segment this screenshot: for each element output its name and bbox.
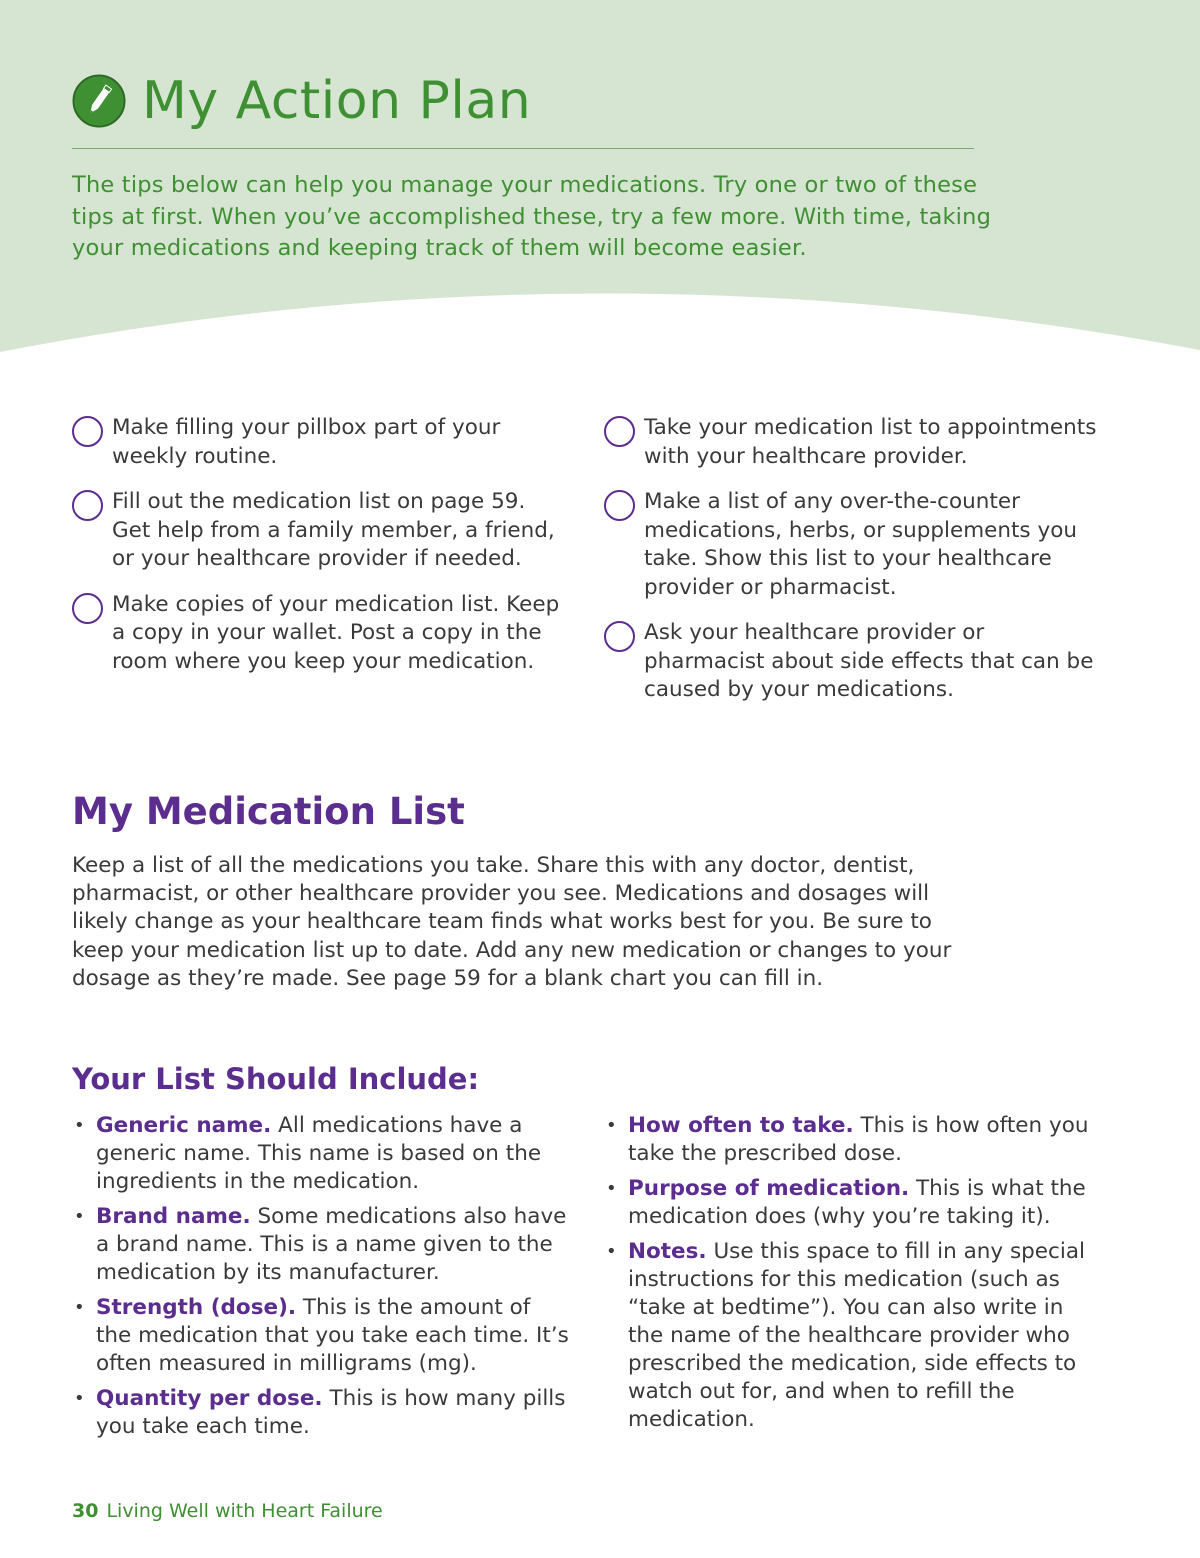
tip-text: Take your medication list to appointments with your healthcare provider. xyxy=(644,415,1097,469)
checkbox-circle[interactable] xyxy=(604,621,635,652)
bullet-term: Purpose of medication. xyxy=(628,1176,910,1201)
bullet-text: This is how often you take the prescribed dose. xyxy=(628,1113,1089,1166)
bullet-list-left xyxy=(72,1112,572,1448)
book-title: Living Well with Heart Failure xyxy=(106,1500,383,1522)
subsection-title: Your List Should Include: xyxy=(72,1062,480,1096)
bullet-text: This is how many pills you take each time. xyxy=(96,1386,566,1439)
bullet-item xyxy=(604,1112,1104,1168)
bullet-term: Brand name. xyxy=(96,1204,251,1229)
bullet-term: Quantity per dose. xyxy=(96,1386,323,1411)
bullet-item xyxy=(72,1203,572,1287)
page-number: 30 xyxy=(72,1500,99,1522)
tip-item xyxy=(72,488,562,574)
bullet-dot: • xyxy=(606,1178,617,1199)
bullet-term: Strength (dose). xyxy=(96,1295,297,1320)
title-divider xyxy=(72,148,974,149)
checkbox-circle[interactable] xyxy=(72,416,103,447)
intro-text: The tips below can help you manage your medications. Try one or two of these tips at first. When you’ve accomplished these, try a few more. With time, taking your medications and keeping track of them will become easier. xyxy=(72,172,992,261)
tip-text: Make a list of any over-the-counter medications, herbs, or supplements you take. Show this list to your healthcare provider or pharmacist. xyxy=(644,489,1077,600)
bullet-dot: • xyxy=(606,1115,617,1136)
tip-item xyxy=(72,591,562,677)
section-title: My Medication List xyxy=(72,790,465,833)
tips-column-left xyxy=(72,414,562,693)
page-footer xyxy=(72,1500,383,1522)
bullet-dot: • xyxy=(606,1241,617,1262)
bullet-list-right xyxy=(604,1112,1104,1441)
bullet-text: Some medications also have a brand name. This is a name given to the medication by its manufacturer. xyxy=(96,1204,567,1285)
bullet-dot: • xyxy=(74,1206,85,1227)
section-body: Keep a list of all the medications you take. Share this with any doctor, dentist, pharmacist, or other healthcare provider you see. Medications and dosages will likely change as your healthcare team finds what works best for you. Be sure to keep your medication list up to date. Add any new medication or changes to your dosage as they’re made. See page 59 for a blank chart you can fill in. xyxy=(72,853,952,991)
bullet-dot: • xyxy=(74,1297,85,1318)
checkbox-circle[interactable] xyxy=(604,490,635,521)
tip-text: Fill out the medication list on page 59. Get help from a family member, a friend, or your healthcare provider if needed. xyxy=(112,489,555,571)
bullet-term: How often to take. xyxy=(628,1113,854,1138)
bullet-dot: • xyxy=(74,1388,85,1409)
bullet-text: All medications have a generic name. This name is based on the ingredients in the medication. xyxy=(96,1113,542,1194)
bullet-item xyxy=(72,1385,572,1441)
bullet-text: Use this space to fill in any special instructions for this medication (such as “take at bedtime”). You can also write in the name of the healthcare provider who prescribed the medication, side effects to watch out for, and when to refill the medication. xyxy=(628,1239,1085,1432)
checkbox-circle[interactable] xyxy=(72,490,103,521)
pencil-icon xyxy=(72,74,126,128)
tip-item xyxy=(72,414,562,471)
page-title: My Action Plan xyxy=(142,71,532,131)
tip-text: Make copies of your medication list. Keep a copy in your wallet. Post a copy in the room where you keep your medication. xyxy=(112,591,560,674)
tip-item xyxy=(604,619,1104,705)
title-block xyxy=(72,66,531,136)
bullet-item xyxy=(604,1175,1104,1231)
bullet-term: Notes. xyxy=(628,1239,707,1264)
bullet-text: This is the amount of the medication that you take each time. It’s often measured in milligrams (mg). xyxy=(96,1295,569,1376)
bullet-text: This is what the medication does (why you’re taking it). xyxy=(628,1176,1086,1229)
bullet-item xyxy=(72,1294,572,1378)
bullet-item xyxy=(72,1112,572,1196)
tip-item xyxy=(604,488,1104,602)
bullet-dot: • xyxy=(74,1115,85,1136)
checkbox-circle[interactable] xyxy=(72,593,103,624)
tip-text: Ask your healthcare provider or pharmacist about side effects that can be caused by your medications. xyxy=(644,620,1094,702)
bullet-item xyxy=(604,1238,1104,1434)
bullet-term: Generic name. xyxy=(96,1113,272,1138)
tip-item xyxy=(604,414,1104,471)
tip-text: Make filling your pillbox part of your weekly routine. xyxy=(112,415,501,469)
checkbox-circle[interactable] xyxy=(604,416,635,447)
tips-column-right xyxy=(604,414,1104,722)
